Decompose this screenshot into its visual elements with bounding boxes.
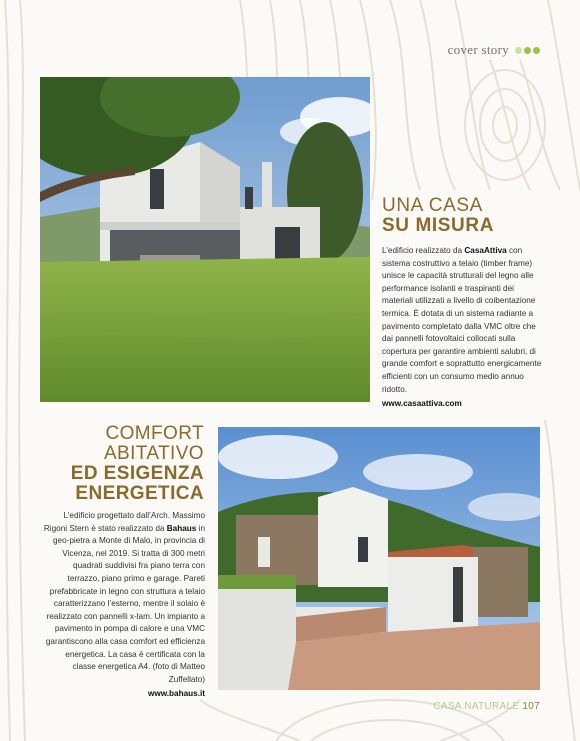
section-label: cover story bbox=[447, 42, 509, 57]
article2-url-link[interactable]: www.bahaus.it bbox=[147, 689, 205, 699]
bahaus-house-photo bbox=[218, 427, 540, 690]
article2-title-line1: COMFORT bbox=[105, 423, 204, 444]
article2-body bbox=[40, 510, 205, 701]
section-tag bbox=[448, 42, 540, 58]
casaattiva-house-photo bbox=[40, 77, 370, 402]
article2-title bbox=[71, 424, 204, 504]
article2-title-line2: ABITATIVO bbox=[103, 443, 204, 464]
article2-title-line4: ENERGETICA bbox=[75, 483, 204, 504]
article1-title bbox=[382, 196, 494, 236]
article1-url-link[interactable]: www.casaattiva.com bbox=[382, 399, 462, 409]
article1-body-rest: con sistema costruttivo a telaio (timber frame) unisce le capacità strutturali del legno alle performance isolanti e traspiranti dei materiali utilizzati a livello di coibentazione termica. È dotata di un sistema radiante a pavimento completato dalla VMC oltre che dai pannelli fotovoltaici collocati sulla copertura per garantire ambienti salubri, di grande comfort e soprattutto energicamente efficienti con un consumo medio annuo ridotto. bbox=[382, 246, 542, 394]
article1-title-line2: SU MISURA bbox=[382, 215, 495, 236]
article2-brand: Bahaus bbox=[166, 523, 197, 533]
article2-body-rest: in geo-pietra a Monte di Malo, in provincia di Vicenza, nel 2019. Si tratta di 300 metri quadrati suddivisi fra piano terra con terrazzo, piano primo e garage. Pareti prefabbricate in legno con struttura a telaio caratterizzano l’esterno, mentre il solaio è realizzato con pannelli x-lam. Un impianto a pavimento in pompa di calore e una VMC garantiscono alla casa comfort ed efficienza energetica. La casa è certificata con la classe energetica A4. (foto di Matteo Zuffellato) bbox=[45, 523, 205, 684]
article1-body-prefix: L’edificio realizzato da bbox=[382, 246, 465, 255]
magazine-name: CASA NATURALE bbox=[433, 701, 520, 712]
article1-body bbox=[382, 245, 542, 411]
article1-brand: CasaAttiva bbox=[464, 246, 507, 255]
page-footer bbox=[433, 701, 540, 712]
page-number: 107 bbox=[522, 701, 540, 712]
article1-title-line1: UNA CASA bbox=[382, 195, 483, 216]
article2-body-prefix: L’edificio progettato dall’Arch. Massimo Rigoni Stern è stato realizzato da bbox=[43, 511, 205, 533]
article2-title-line3: ED ESIGENZA bbox=[70, 463, 204, 484]
green-dots-icon bbox=[515, 47, 540, 54]
